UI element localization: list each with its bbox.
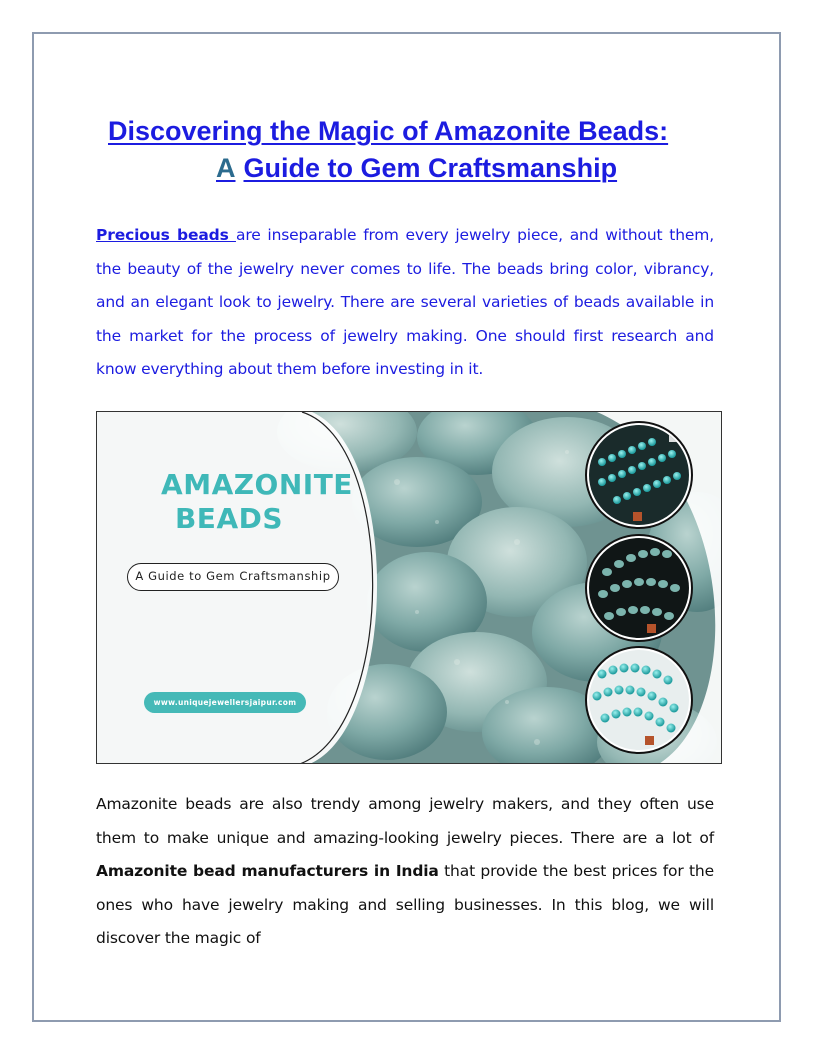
page-title-line2[interactable]: [216, 153, 617, 184]
second-paragraph: [96, 788, 714, 956]
page-title-rest[interactable]: Guide to Gem Craftsmanship: [243, 153, 618, 183]
second-paragraph-part2: that provide the best prices for the ones who have jewelry making and selling businesses. In this blog, we will discover the magic of: [96, 862, 714, 948]
banner-subtitle-pill: A Guide to Gem Craftsmanship: [127, 563, 339, 591]
manufacturers-bold: Amazonite bead manufacturers in India: [96, 862, 439, 881]
precious-beads-link[interactable]: Precious beads: [96, 226, 236, 244]
second-paragraph-part1: Amazonite beads are also trendy among jewelry makers, and they often use them to make unique and amazing-looking jewelry pieces. There are a lot of: [96, 795, 714, 847]
intro-body: are inseparable from every jewelry piece, and without them, the beauty of the jewelry never comes to life. The beads bring color, vibrancy, and an elegant look to jewelry. There are several varieties of beads available in the market for the process of jewelry making. One should first research and know everything about them before investing in it.: [96, 226, 714, 379]
page-title-line1[interactable]: Discovering the Magic of Amazonite Beads:: [108, 116, 669, 146]
banner-url-badge: www.uniquejewellersjaipur.com: [144, 692, 306, 713]
intro-paragraph: [96, 219, 714, 387]
page-title-letter[interactable]: A: [216, 153, 236, 183]
banner-title-line1: AMAZONITE: [161, 468, 353, 501]
banner-title-line2: BEADS: [174, 502, 284, 535]
